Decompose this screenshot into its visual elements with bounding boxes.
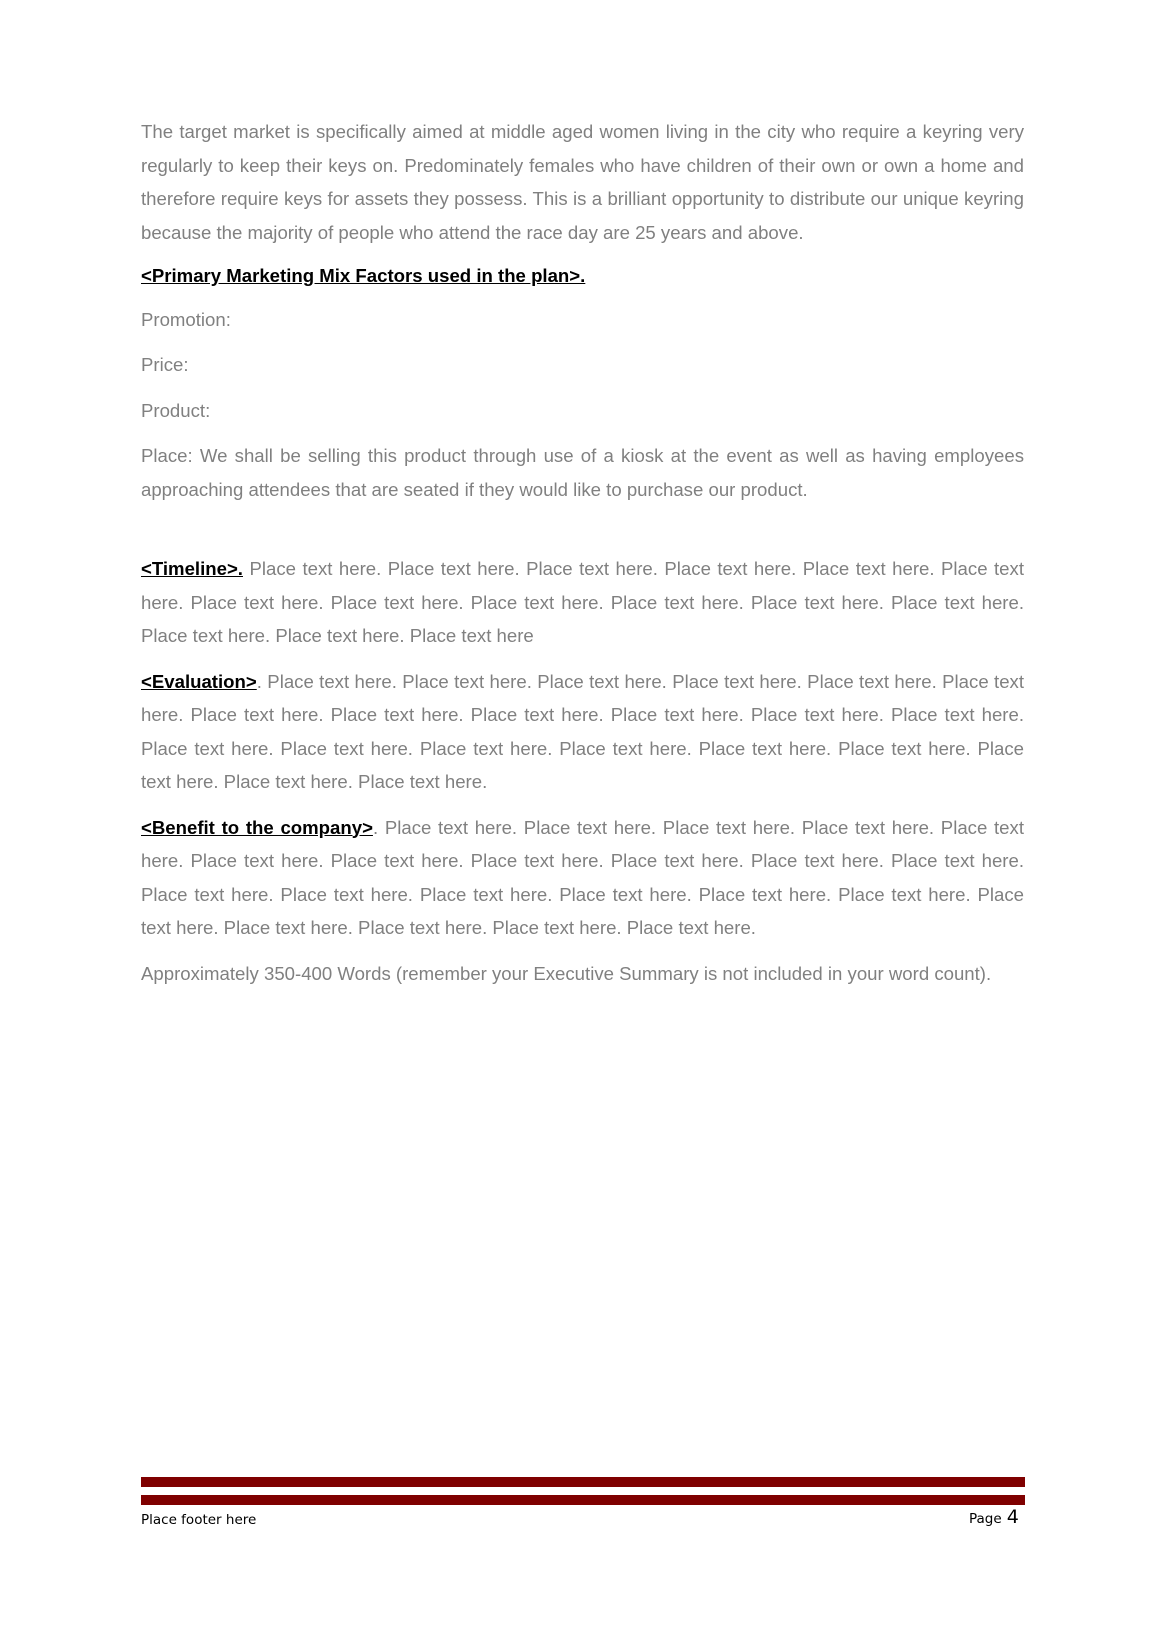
marketing-mix-heading-paragraph: [141, 259, 1024, 293]
footer-text: Place footer here: [141, 1512, 257, 1528]
product-line: Product:: [141, 399, 211, 421]
page-body: [141, 115, 1024, 990]
place-paragraph: Place: We shall be selling this product through use of a kiosk at the event as well as having employees approaching attendees that are seated if they would like to purchase our product.: [141, 445, 1024, 500]
benefit-text: . Place text here. Place text here. Place text here. Place text here. Place text here. Place text here. Place text here. Place text here. Place text here. Place text here. Place text here. Place text here. Place text here. Place text here. Place text here. Place text here. Place text here. Place text here. Place text here. Place text here. Place text here. Place text here.: [141, 816, 1024, 938]
marketing-mix-heading: <Primary Marketing Mix Factors used in the plan>.: [141, 265, 586, 286]
page-number-value: 4: [1006, 1506, 1019, 1528]
timeline-heading: <Timeline>.: [141, 558, 243, 579]
evaluation-heading: <Evaluation>: [141, 670, 257, 692]
price-line: Price:: [141, 354, 189, 375]
timeline-section: [141, 552, 1024, 653]
target-market-paragraph: The target market is specifically aimed at middle aged women living in the city who require a keyring very regularly to keep their keys on. Predominately females who have children of their own or own a home and therefore require keys for assets they possess. This is a brilliant opportunity to distribute our unique keyring because the majority of people who attend the race day are 25 years and above.: [141, 121, 1024, 243]
benefit-section: [141, 811, 1024, 945]
footer-rule-top: [141, 1477, 1025, 1487]
promotion-line: Promotion:: [141, 308, 231, 330]
footer-rule-bottom: [141, 1495, 1025, 1505]
evaluation-section: [141, 665, 1024, 799]
page-number: [969, 1506, 1019, 1528]
benefit-heading: <Benefit to the company>: [141, 816, 373, 838]
timeline-text: Place text here. Place text here. Place text here. Place text here. Place text here. Place text here. Place text here. Place text here. Place text here. Place text here. Place text here. Place text here. Place text here. Place text here. Place text here: [141, 558, 1024, 646]
page-label: Page: [969, 1511, 1002, 1527]
word-count-note: Approximately 350-400 Words (remember your Executive Summary is not included in your word count).: [141, 962, 992, 984]
evaluation-text: . Place text here. Place text here. Place text here. Place text here. Place text here. Place text here. Place text here. Place text here. Place text here. Place text here. Place text here. Place text here. Place text here. Place text here. Place text here. Place text here. Place text here. Place text here. Place text here. Place text here. Place text here.: [141, 670, 1024, 792]
